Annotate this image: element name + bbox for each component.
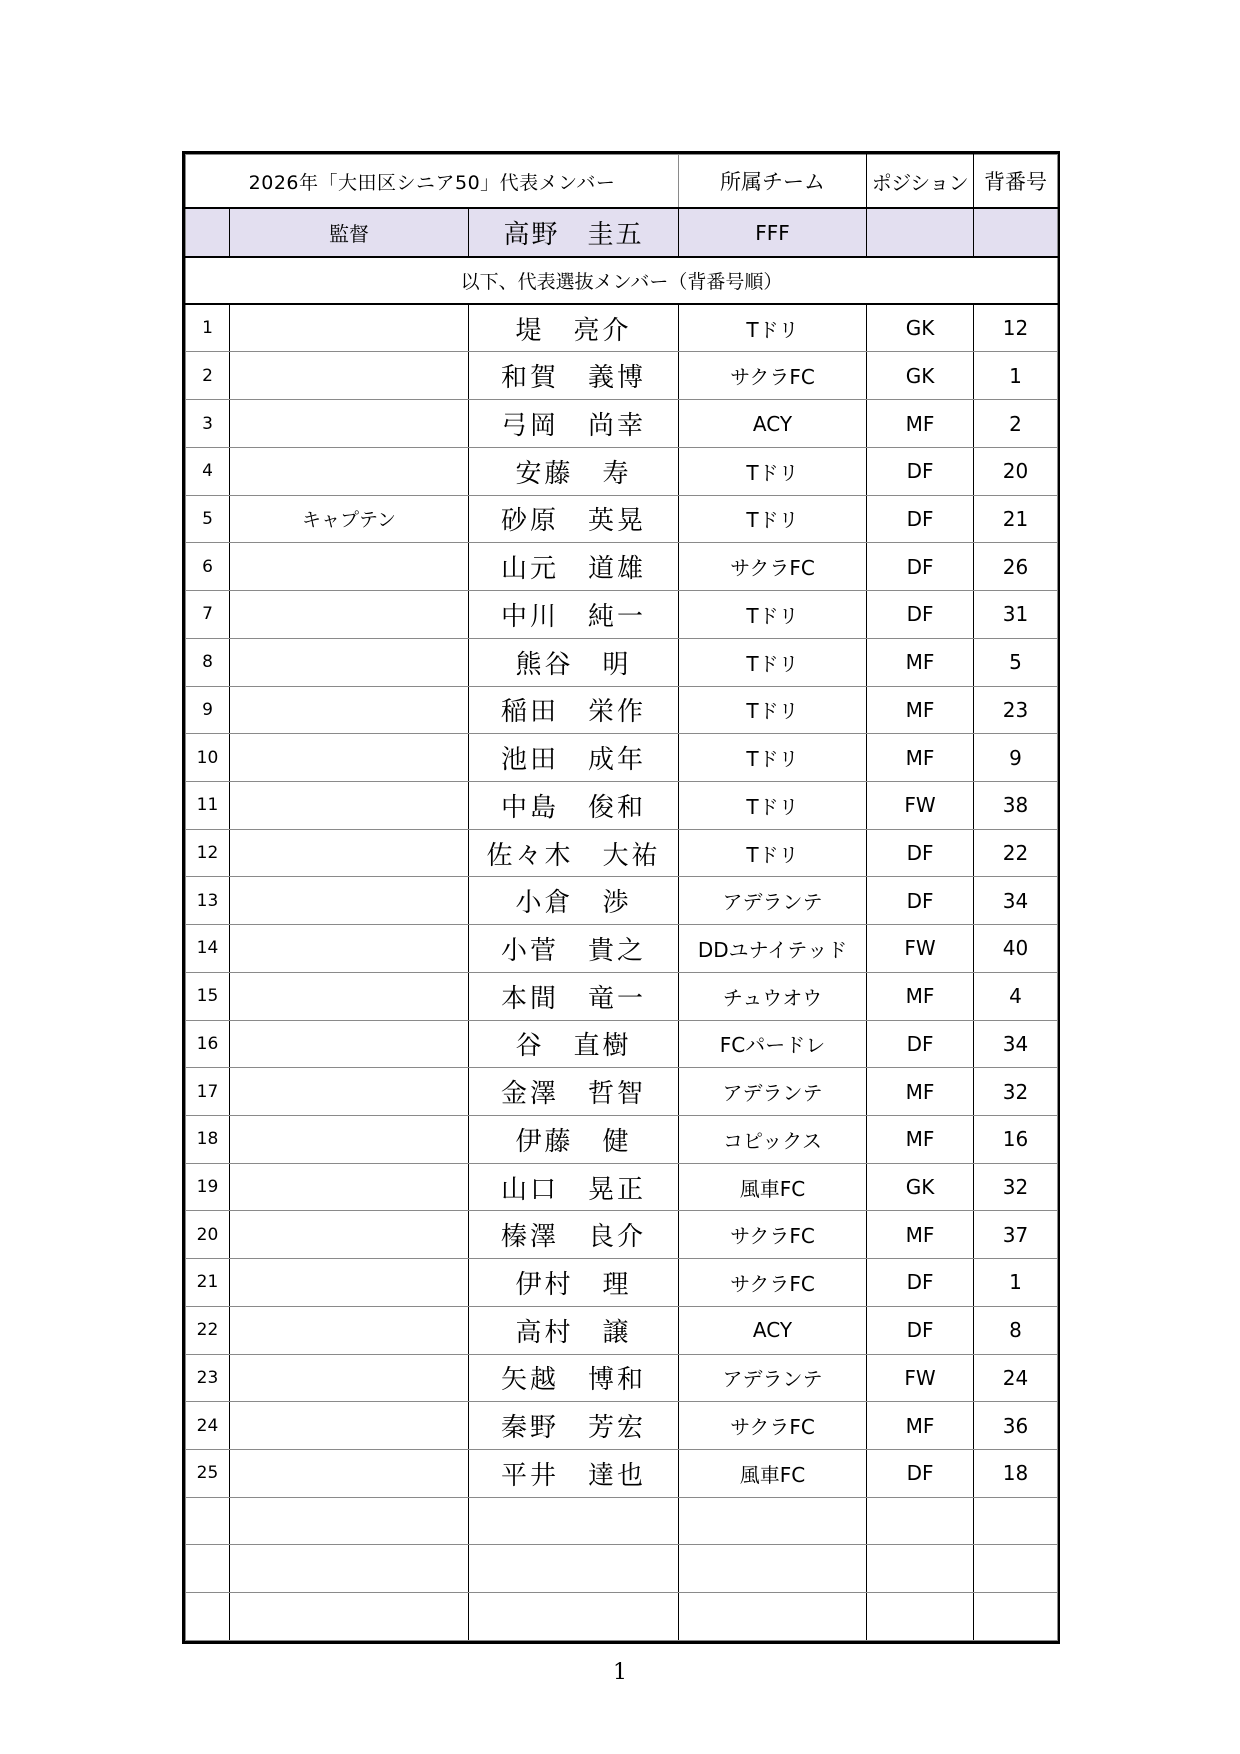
player-row xyxy=(186,591,1058,639)
player-jersey: 22 xyxy=(974,829,1058,877)
blank-cell xyxy=(679,1545,867,1593)
player-position: DF xyxy=(867,829,974,877)
position-column-header: ポジション xyxy=(867,155,974,209)
player-number: 9 xyxy=(186,686,230,734)
player-position: DF xyxy=(867,1306,974,1354)
player-number: 10 xyxy=(186,734,230,782)
blank-cell xyxy=(186,1593,230,1641)
player-position: DF xyxy=(867,591,974,639)
player-name: 稲田 栄作 xyxy=(469,686,679,734)
player-number: 24 xyxy=(186,1402,230,1450)
roster-table xyxy=(185,154,1058,1641)
player-jersey: 16 xyxy=(974,1115,1058,1163)
player-position: GK xyxy=(867,1163,974,1211)
blank-cell xyxy=(867,1497,974,1545)
player-jersey: 23 xyxy=(974,686,1058,734)
player-row xyxy=(186,400,1058,448)
player-row xyxy=(186,638,1058,686)
player-jersey: 1 xyxy=(974,1259,1058,1307)
player-position: MF xyxy=(867,400,974,448)
roster-subtitle: 以下、代表選抜メンバー（背番号順） xyxy=(186,257,1058,304)
player-row xyxy=(186,447,1058,495)
player-name: 熊谷 明 xyxy=(469,638,679,686)
player-team: サクラFC xyxy=(679,543,867,591)
player-team: Tドリ xyxy=(679,829,867,877)
player-team: Tドリ xyxy=(679,734,867,782)
player-row xyxy=(186,829,1058,877)
player-jersey: 24 xyxy=(974,1354,1058,1402)
player-number: 6 xyxy=(186,543,230,591)
player-team: サクラFC xyxy=(679,352,867,400)
manager-role: 監督 xyxy=(230,208,469,257)
player-team: チュウオウ xyxy=(679,972,867,1020)
player-team: Tドリ xyxy=(679,304,867,352)
player-row xyxy=(186,1259,1058,1307)
player-team: 風車FC xyxy=(679,1163,867,1211)
player-number: 4 xyxy=(186,447,230,495)
player-team: 風車FC xyxy=(679,1450,867,1498)
team-column-header: 所属チーム xyxy=(679,155,867,209)
player-number: 12 xyxy=(186,829,230,877)
player-jersey: 34 xyxy=(974,877,1058,925)
player-position: MF xyxy=(867,972,974,1020)
player-position: MF xyxy=(867,1402,974,1450)
player-number: 18 xyxy=(186,1115,230,1163)
player-note xyxy=(230,1115,469,1163)
blank-row xyxy=(186,1545,1058,1593)
blank-cell xyxy=(230,1545,469,1593)
player-name: 砂原 英晃 xyxy=(469,495,679,543)
player-number: 16 xyxy=(186,1020,230,1068)
player-number: 5 xyxy=(186,495,230,543)
player-jersey: 4 xyxy=(974,972,1058,1020)
player-number: 1 xyxy=(186,304,230,352)
player-note xyxy=(230,1068,469,1116)
player-position: FW xyxy=(867,925,974,973)
player-team: Tドリ xyxy=(679,686,867,734)
blank-row xyxy=(186,1497,1058,1545)
player-row xyxy=(186,1354,1058,1402)
roster-title: 2026年「大田区シニア50」代表メンバー xyxy=(186,155,679,209)
player-jersey: 40 xyxy=(974,925,1058,973)
player-number: 13 xyxy=(186,877,230,925)
player-position: FW xyxy=(867,1354,974,1402)
player-note xyxy=(230,304,469,352)
player-position: DF xyxy=(867,447,974,495)
player-jersey: 36 xyxy=(974,1402,1058,1450)
player-position: DF xyxy=(867,877,974,925)
player-row xyxy=(186,1020,1058,1068)
player-note xyxy=(230,972,469,1020)
player-number: 15 xyxy=(186,972,230,1020)
player-number: 22 xyxy=(186,1306,230,1354)
player-number: 8 xyxy=(186,638,230,686)
player-note xyxy=(230,543,469,591)
manager-position xyxy=(867,208,974,257)
player-note xyxy=(230,1259,469,1307)
player-name: 伊村 理 xyxy=(469,1259,679,1307)
player-name: 高村 譲 xyxy=(469,1306,679,1354)
blank-cell xyxy=(469,1545,679,1593)
page-number: 1 xyxy=(613,1660,627,1685)
player-note xyxy=(230,638,469,686)
manager-row xyxy=(186,208,1058,257)
player-team: アデランテ xyxy=(679,877,867,925)
player-name: 山口 晃正 xyxy=(469,1163,679,1211)
player-note xyxy=(230,352,469,400)
player-number: 21 xyxy=(186,1259,230,1307)
player-jersey: 34 xyxy=(974,1020,1058,1068)
player-note xyxy=(230,447,469,495)
player-position: FW xyxy=(867,781,974,829)
player-row xyxy=(186,925,1058,973)
player-name: 伊藤 健 xyxy=(469,1115,679,1163)
blank-cell xyxy=(679,1593,867,1641)
player-note xyxy=(230,400,469,448)
player-row xyxy=(186,686,1058,734)
player-note xyxy=(230,925,469,973)
player-position: DF xyxy=(867,1020,974,1068)
blank-cell xyxy=(230,1593,469,1641)
player-name: 中島 俊和 xyxy=(469,781,679,829)
blank-cell xyxy=(867,1593,974,1641)
player-name: 小菅 貴之 xyxy=(469,925,679,973)
player-jersey: 12 xyxy=(974,304,1058,352)
player-name: 谷 直樹 xyxy=(469,1020,679,1068)
player-name: 堤 亮介 xyxy=(469,304,679,352)
player-number: 14 xyxy=(186,925,230,973)
player-row xyxy=(186,352,1058,400)
player-name: 榛澤 良介 xyxy=(469,1211,679,1259)
player-jersey: 9 xyxy=(974,734,1058,782)
player-team: DDユナイテッド xyxy=(679,925,867,973)
player-position: GK xyxy=(867,304,974,352)
player-team: Tドリ xyxy=(679,638,867,686)
blank-cell xyxy=(974,1593,1058,1641)
player-jersey: 26 xyxy=(974,543,1058,591)
manager-jersey xyxy=(974,208,1058,257)
player-team: Tドリ xyxy=(679,495,867,543)
jersey-column-header: 背番号 xyxy=(974,155,1058,209)
player-name: 佐々木 大祐 xyxy=(469,829,679,877)
player-position: MF xyxy=(867,1115,974,1163)
player-team: アデランテ xyxy=(679,1354,867,1402)
player-jersey: 21 xyxy=(974,495,1058,543)
player-position: DF xyxy=(867,543,974,591)
player-jersey: 1 xyxy=(974,352,1058,400)
player-name: 山元 道雄 xyxy=(469,543,679,591)
player-name: 池田 成年 xyxy=(469,734,679,782)
player-jersey: 2 xyxy=(974,400,1058,448)
player-note xyxy=(230,1163,469,1211)
player-team: コピックス xyxy=(679,1115,867,1163)
blank-row xyxy=(186,1593,1058,1641)
player-position: MF xyxy=(867,1211,974,1259)
player-note xyxy=(230,1450,469,1498)
player-jersey: 20 xyxy=(974,447,1058,495)
player-team: Tドリ xyxy=(679,781,867,829)
player-row xyxy=(186,972,1058,1020)
player-row xyxy=(186,877,1058,925)
player-position: GK xyxy=(867,352,974,400)
player-position: DF xyxy=(867,1259,974,1307)
player-name: 本間 竜一 xyxy=(469,972,679,1020)
blank-cell xyxy=(186,1497,230,1545)
player-team: ACY xyxy=(679,400,867,448)
player-row xyxy=(186,1402,1058,1450)
player-position: MF xyxy=(867,1068,974,1116)
player-jersey: 38 xyxy=(974,781,1058,829)
player-name: 中川 純一 xyxy=(469,591,679,639)
player-row xyxy=(186,304,1058,352)
player-number: 7 xyxy=(186,591,230,639)
blank-cell xyxy=(867,1545,974,1593)
player-name: 小倉 渉 xyxy=(469,877,679,925)
player-row xyxy=(186,543,1058,591)
blank-cell xyxy=(469,1593,679,1641)
player-number: 23 xyxy=(186,1354,230,1402)
roster-sheet xyxy=(182,151,1060,1644)
player-team: FCパードレ xyxy=(679,1020,867,1068)
player-number: 19 xyxy=(186,1163,230,1211)
player-row xyxy=(186,1211,1058,1259)
player-number: 3 xyxy=(186,400,230,448)
player-row xyxy=(186,1450,1058,1498)
player-note xyxy=(230,1354,469,1402)
player-note xyxy=(230,1306,469,1354)
player-name: 和賀 義博 xyxy=(469,352,679,400)
player-jersey: 5 xyxy=(974,638,1058,686)
player-note xyxy=(230,1020,469,1068)
player-row xyxy=(186,1115,1058,1163)
manager-num-cell xyxy=(186,208,230,257)
player-team: ACY xyxy=(679,1306,867,1354)
player-number: 20 xyxy=(186,1211,230,1259)
player-number: 25 xyxy=(186,1450,230,1498)
player-position: MF xyxy=(867,686,974,734)
player-team: サクラFC xyxy=(679,1259,867,1307)
player-name: 安藤 寿 xyxy=(469,447,679,495)
player-note: キャプテン xyxy=(230,495,469,543)
player-jersey: 32 xyxy=(974,1068,1058,1116)
player-row xyxy=(186,1068,1058,1116)
player-name: 金澤 哲智 xyxy=(469,1068,679,1116)
blank-cell xyxy=(186,1545,230,1593)
blank-cell xyxy=(974,1497,1058,1545)
manager-name: 高野 圭五 xyxy=(469,208,679,257)
player-position: DF xyxy=(867,495,974,543)
blank-cell xyxy=(679,1497,867,1545)
player-name: 平井 達也 xyxy=(469,1450,679,1498)
player-name: 弓岡 尚幸 xyxy=(469,400,679,448)
subtitle-row xyxy=(186,257,1058,304)
player-row xyxy=(186,1163,1058,1211)
manager-team: FFF xyxy=(679,208,867,257)
player-number: 17 xyxy=(186,1068,230,1116)
player-number: 2 xyxy=(186,352,230,400)
player-position: MF xyxy=(867,734,974,782)
player-jersey: 31 xyxy=(974,591,1058,639)
player-team: Tドリ xyxy=(679,447,867,495)
player-jersey: 37 xyxy=(974,1211,1058,1259)
player-note xyxy=(230,686,469,734)
player-team: サクラFC xyxy=(679,1402,867,1450)
player-position: DF xyxy=(867,1450,974,1498)
player-name: 秦野 芳宏 xyxy=(469,1402,679,1450)
blank-cell xyxy=(974,1545,1058,1593)
player-name: 矢越 博和 xyxy=(469,1354,679,1402)
player-note xyxy=(230,781,469,829)
player-row xyxy=(186,781,1058,829)
header-row xyxy=(186,155,1058,209)
player-row xyxy=(186,495,1058,543)
player-jersey: 8 xyxy=(974,1306,1058,1354)
player-note xyxy=(230,877,469,925)
player-position: MF xyxy=(867,638,974,686)
player-row xyxy=(186,1306,1058,1354)
blank-cell xyxy=(230,1497,469,1545)
player-note xyxy=(230,734,469,782)
player-team: サクラFC xyxy=(679,1211,867,1259)
player-team: Tドリ xyxy=(679,591,867,639)
player-note xyxy=(230,829,469,877)
player-team: アデランテ xyxy=(679,1068,867,1116)
player-note xyxy=(230,1211,469,1259)
player-jersey: 32 xyxy=(974,1163,1058,1211)
player-note xyxy=(230,1402,469,1450)
blank-cell xyxy=(469,1497,679,1545)
player-row xyxy=(186,734,1058,782)
player-number: 11 xyxy=(186,781,230,829)
player-note xyxy=(230,591,469,639)
player-jersey: 18 xyxy=(974,1450,1058,1498)
